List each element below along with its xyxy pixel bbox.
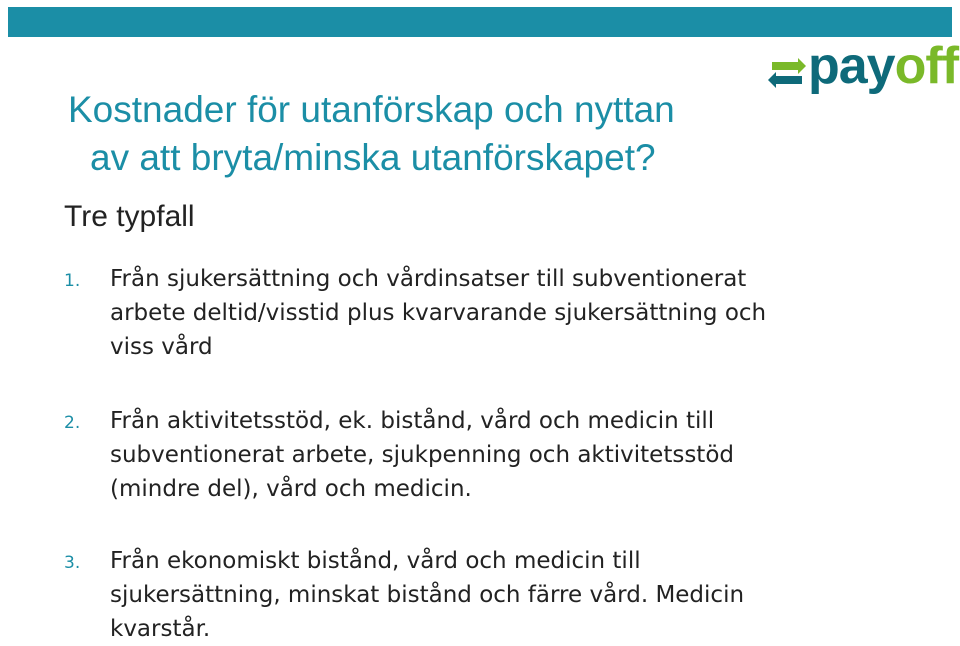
arrow-logo-icon xyxy=(768,58,806,92)
list-item-line: viss vård xyxy=(110,334,213,360)
logo-wordmark xyxy=(808,38,958,94)
subheading: Tre typfall xyxy=(64,200,195,233)
list-item-text xyxy=(110,544,924,646)
list-number: 3. xyxy=(64,553,81,573)
list-item-line: arbete deltid/visstid plus kvarvarande sjukersättning och xyxy=(110,300,767,326)
header-bar xyxy=(8,7,952,37)
logo-off: off xyxy=(894,37,959,95)
list-item-text xyxy=(110,262,924,364)
list-item-line: sjukersättning, minskat bistånd och färre vård. Medicin xyxy=(110,582,745,608)
slide-title xyxy=(68,86,675,182)
payoff-logo xyxy=(768,37,959,100)
list-item-line: Från aktivitetsstöd, ek. bistånd, vård och medicin till xyxy=(110,408,715,434)
list-item-line: Från ekonomiskt bistånd, vård och medicin till xyxy=(110,548,641,574)
list-item xyxy=(64,404,924,506)
logo-pay: pay xyxy=(808,37,895,95)
list-item-text xyxy=(110,404,924,506)
list-number: 1. xyxy=(64,271,81,291)
title-line-2: av att bryta/minska utanförskapet? xyxy=(90,137,656,178)
list-item xyxy=(64,544,924,646)
title-line-1: Kostnader för utanförskap och nyttan xyxy=(68,89,675,130)
list-item-line: kvarstår. xyxy=(110,616,211,642)
list-number: 2. xyxy=(64,413,81,433)
list-item-line: subventionerat arbete, sjukpenning och aktivitetsstöd xyxy=(110,442,734,468)
list-item xyxy=(64,262,924,364)
list-item-line: (mindre del), vård och medicin. xyxy=(110,476,472,502)
list-item-line: Från sjukersättning och vårdinsatser till subventionerat xyxy=(110,266,747,292)
